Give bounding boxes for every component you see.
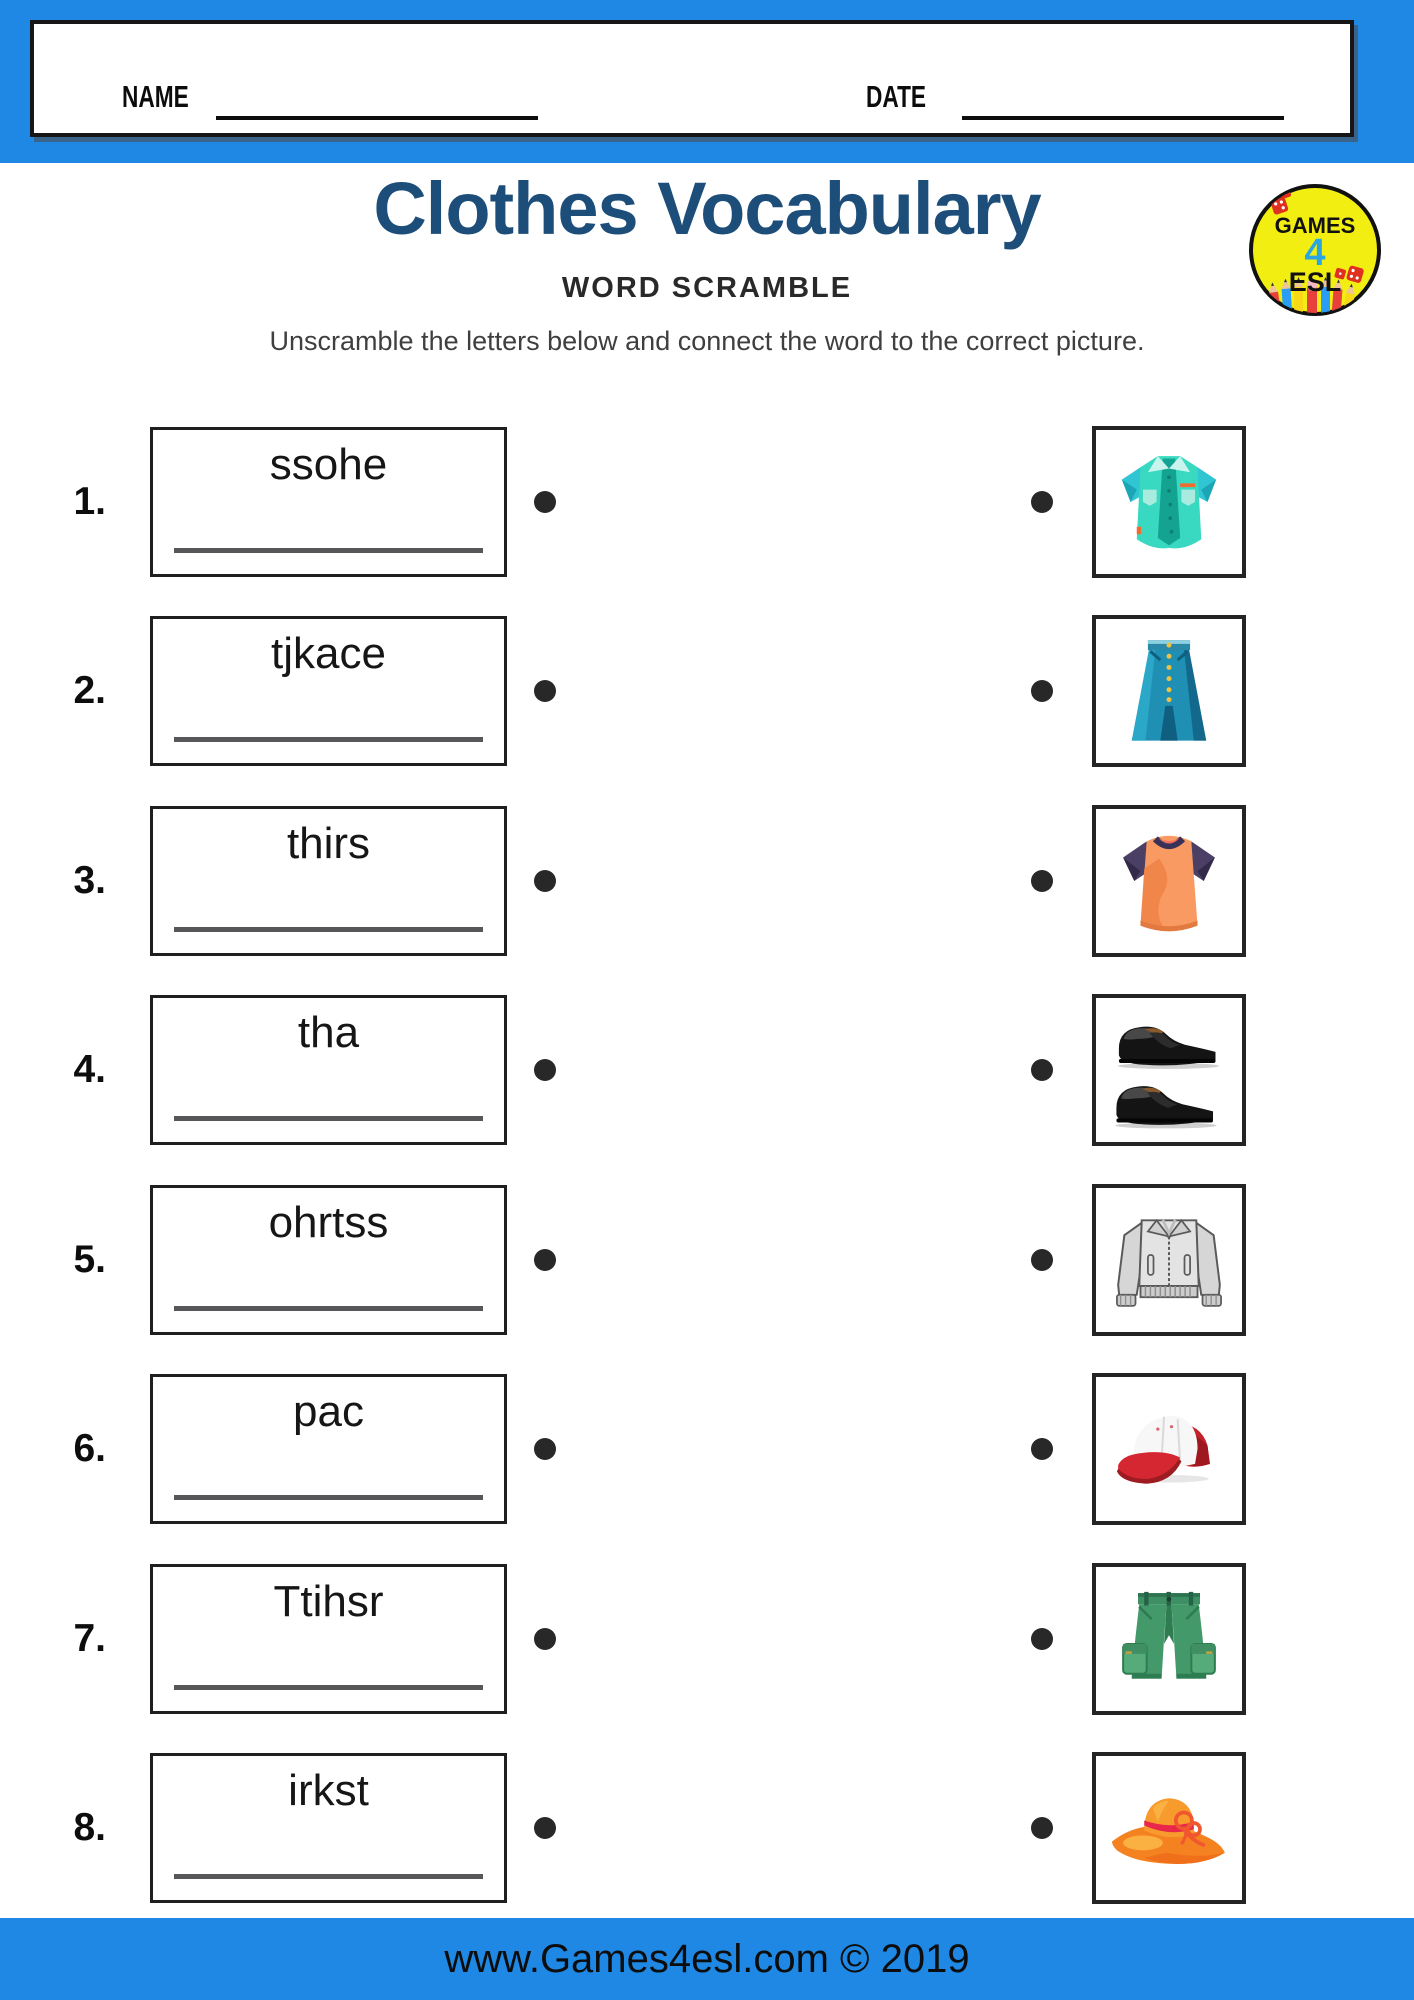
- footer-text: www.Games4esl.com © 2019: [444, 1936, 970, 1981]
- tshirt-icon: [1107, 819, 1231, 943]
- scrambled-word: thirs: [286, 819, 371, 868]
- connector-dot-right[interactable]: [1031, 1817, 1053, 1839]
- word-box: [150, 1374, 507, 1524]
- connector-dot-left[interactable]: [534, 1628, 556, 1650]
- connector-dot-left[interactable]: [534, 1438, 556, 1460]
- row-number: 7.: [73, 1617, 106, 1660]
- logo-text-esl: ESL: [1288, 267, 1342, 297]
- connector-dot-right[interactable]: [1031, 1628, 1053, 1650]
- games4esl-logo-icon: [1246, 181, 1384, 319]
- scrambled-word: tjkace: [271, 629, 386, 678]
- row-number: 3.: [73, 859, 106, 902]
- word-box: [150, 1753, 507, 1903]
- connector-dot-left[interactable]: [534, 1817, 556, 1839]
- logo-text-games: GAMES: [1274, 213, 1356, 238]
- picture-box[interactable]: [1092, 1563, 1246, 1715]
- scramble-row: [0, 995, 1414, 1147]
- answer-write-line[interactable]: [174, 1116, 483, 1121]
- scrambled-word: ssohe: [269, 440, 388, 489]
- connector-dot-right[interactable]: [1031, 1059, 1053, 1081]
- shirt-icon: [1107, 440, 1231, 564]
- row-number: 5.: [73, 1238, 106, 1281]
- games4esl-logo: [1246, 181, 1384, 319]
- word-box: [150, 427, 507, 577]
- connector-dot-left[interactable]: [534, 870, 556, 892]
- footer-band: [0, 1918, 1414, 2000]
- connector-dot-right[interactable]: [1031, 870, 1053, 892]
- scramble-row: [0, 1564, 1414, 1716]
- answer-write-line[interactable]: [174, 1306, 483, 1311]
- picture-box[interactable]: [1092, 615, 1246, 767]
- picture-box[interactable]: [1092, 1184, 1246, 1336]
- scramble-row: [0, 1185, 1414, 1337]
- connector-dot-left[interactable]: [534, 1249, 556, 1271]
- answer-write-line[interactable]: [174, 1685, 483, 1690]
- row-number: 4.: [73, 1048, 106, 1091]
- shoes-icon: [1107, 1008, 1231, 1132]
- word-box: [150, 806, 507, 956]
- scramble-row: [0, 616, 1414, 768]
- row-number: 8.: [73, 1806, 106, 1849]
- answer-write-line[interactable]: [174, 1495, 483, 1500]
- name-date-box: [30, 20, 1354, 137]
- picture-box[interactable]: [1092, 994, 1246, 1146]
- connector-dot-left[interactable]: [534, 1059, 556, 1081]
- scrambled-word: ohrtss: [268, 1198, 389, 1247]
- scramble-row: [0, 427, 1414, 579]
- picture-box[interactable]: [1092, 426, 1246, 578]
- scrambled-word: irkst: [288, 1766, 369, 1815]
- connector-dot-right[interactable]: [1031, 1249, 1053, 1271]
- connector-dot-right[interactable]: [1031, 1438, 1053, 1460]
- answer-write-line[interactable]: [174, 737, 483, 742]
- connector-dot-left[interactable]: [534, 491, 556, 513]
- answer-write-line[interactable]: [174, 1874, 483, 1879]
- answer-write-line[interactable]: [174, 927, 483, 932]
- row-number: 1.: [73, 480, 106, 523]
- scrambled-word: pac: [293, 1387, 364, 1436]
- row-number: 2.: [73, 669, 106, 712]
- scrambled-word: Ttihsr: [273, 1577, 384, 1626]
- picture-box[interactable]: [1092, 1752, 1246, 1904]
- scrambled-word: tha: [297, 1008, 360, 1057]
- cap-icon: [1107, 1387, 1231, 1511]
- answer-write-line[interactable]: [174, 548, 483, 553]
- connector-dot-left[interactable]: [534, 680, 556, 702]
- page-subtitle: WORD SCRAMBLE: [561, 272, 853, 304]
- name-write-line[interactable]: [216, 116, 538, 120]
- shorts-icon: [1107, 1577, 1231, 1701]
- date-write-line[interactable]: [962, 116, 1284, 120]
- row-number: 6.: [73, 1427, 106, 1470]
- picture-box[interactable]: [1092, 805, 1246, 957]
- scramble-row: [0, 806, 1414, 958]
- connector-dot-right[interactable]: [1031, 491, 1053, 513]
- header-band: [0, 0, 1414, 163]
- page-title: Clothes Vocabulary: [373, 167, 1041, 250]
- picture-box[interactable]: [1092, 1373, 1246, 1525]
- word-box: [150, 616, 507, 766]
- scramble-row: [0, 1374, 1414, 1526]
- skirt-icon: [1107, 629, 1231, 753]
- word-box: [150, 995, 507, 1145]
- scramble-row: [0, 1753, 1414, 1905]
- instructions-text: Unscramble the letters below and connect the word to the correct picture.: [269, 326, 1145, 356]
- name-label: NAME: [122, 80, 189, 114]
- word-box: [150, 1185, 507, 1335]
- word-box: [150, 1564, 507, 1714]
- connector-dot-right[interactable]: [1031, 680, 1053, 702]
- sun-hat-icon: [1107, 1766, 1231, 1890]
- date-label: DATE: [866, 80, 927, 114]
- jacket-icon: [1107, 1198, 1231, 1322]
- logo-text-4: 4: [1304, 232, 1326, 274]
